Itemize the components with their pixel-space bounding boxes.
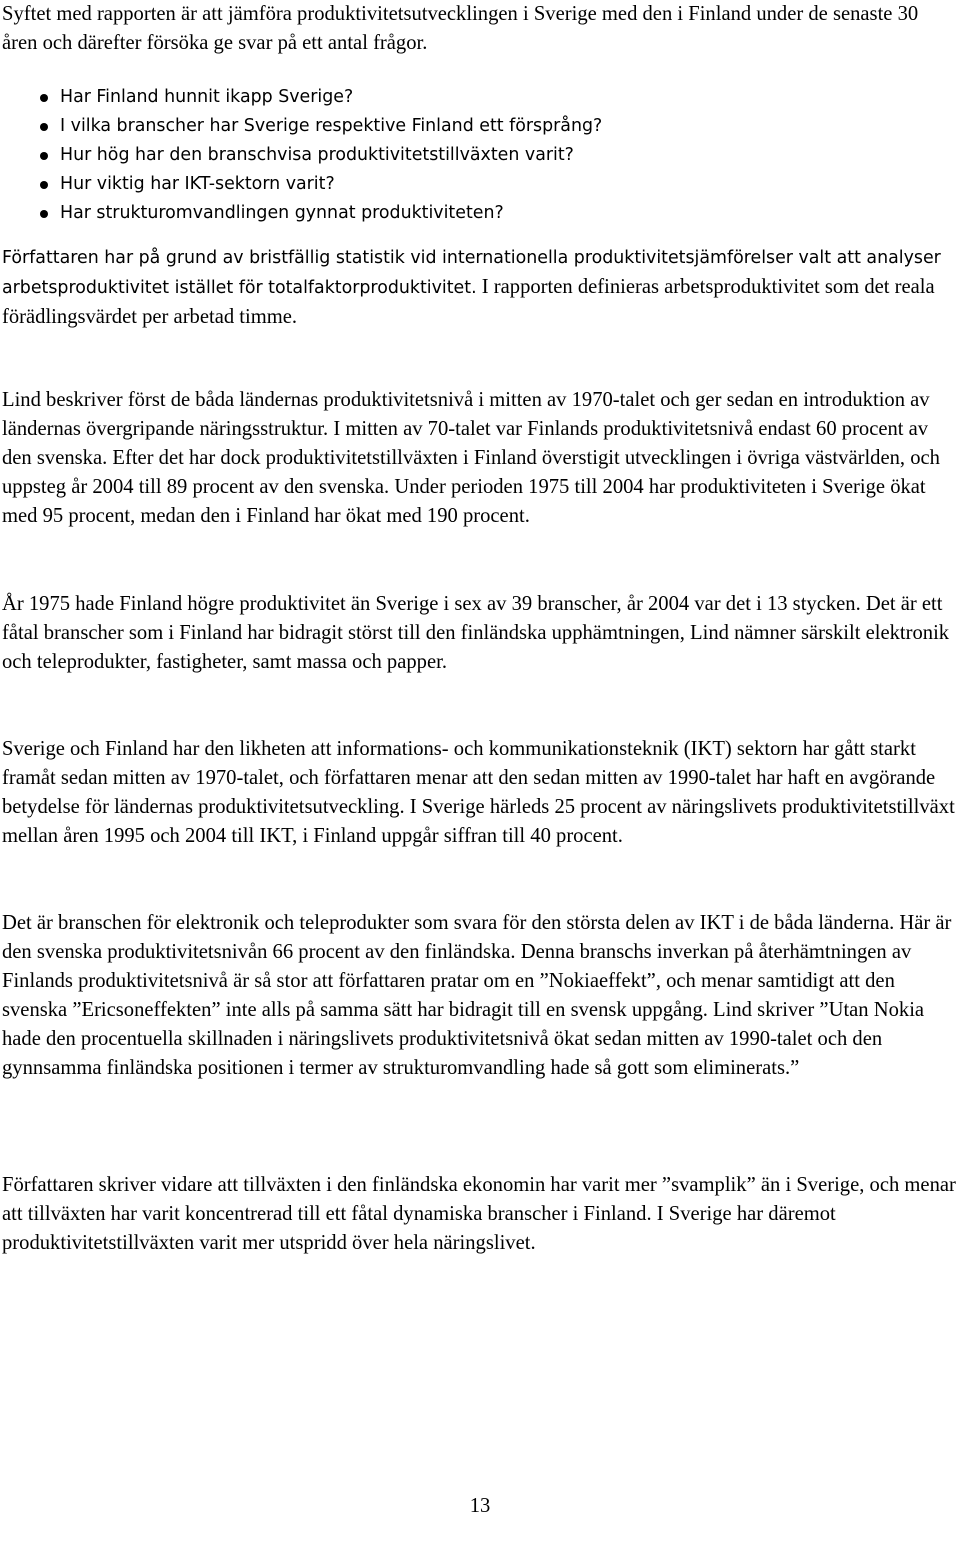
question-text: Har Finland hunnit ikapp Sverige? (60, 87, 354, 107)
bullet-icon (40, 123, 48, 131)
bullet-icon (40, 210, 48, 218)
page-number: 13 (469, 1495, 491, 1517)
method-text: Författaren har på grund av bristfällig statistik vid internationella produktivitetsjämförelser valt att analyser arbetsproduktivitet istället för totalfaktorproduktivitet. (2, 248, 941, 299)
method-text-cont: I rapporten definieras arbetsproduktivitet som det reala förädlingsvärdet per arbetad timme. (2, 276, 935, 329)
bullet-icon (40, 152, 48, 160)
list-item (40, 170, 602, 199)
paragraph-branches: År 1975 hade Finland högre produktivitet än Sverige i sex av 39 branscher, år 2004 var det i 13 stycken. Det är ett fåtal branscher som i Finland har bidragit störst till den finländska upphämtningen, Lind nämner särskilt elektronik och teleprodukter, fastigheter, samt massa och papper. (2, 593, 950, 674)
method-paragraph (2, 243, 957, 332)
question-list (40, 83, 602, 228)
bullet-icon (40, 94, 48, 102)
question-text: Har strukturomvandlingen gynnat produktiviteten? (60, 203, 504, 224)
list-item (40, 83, 602, 112)
intro-paragraph: Syftet med rapporten är att jämföra produktivitetsutvecklingen i Sverige med den i Finland under de senaste 30 åren och därefter försöka ge svar på ett antal frågor. (2, 3, 919, 55)
paragraph-ikt: Sverige och Finland har den likheten att informations- och kommunikationsteknik (IKT) sektorn har gått starkt framåt sedan mitten av 1970-talet, och författaren menar att den sedan mitten av 1990-talet har haft en avgörande betydelse för ländernas produktivitetsutveckling. I Sverige härleds 25 procent av näringslivets produktivitetstillväxt mellan åren 1995 och 2004 till IKT, i Finland uppgår siffran till 40 procent. (2, 738, 955, 848)
list-item (40, 141, 602, 170)
list-item (40, 199, 602, 228)
question-text: Hur viktig har IKT-sektorn varit? (60, 174, 335, 195)
question-text: Hur hög har den branschvisa produktivitetstillväxten varit? (60, 145, 574, 166)
question-text: I vilka branscher har Sverige respektive Finland ett försprång? (60, 116, 603, 137)
paragraph-electronics: Det är branschen för elektronik och teleprodukter som svara för den största delen av IKT i de båda länderna. Här är den svenska produktivitetsnivån 66 procent av den finländska. Denna branschs inverkan på återhämtningen av Finlands produktivitetsnivå är så stor att författaren pratar om en ”Nokiaeffekt”, och menar samtidigt att den svenska ”Ericsoneffekten” inte alls på samma sätt har bidragit till en svensk uppgång. Lind skriver ”Utan Nokia hade den procentuella skillnaden i näringslivets produktivitetsnivå ökat sedan mitten av 1990-talet och den gynnsamma finländska positionen i termer av strukturomvandling hade så gott som eliminerats.” (2, 912, 952, 1080)
list-item (40, 112, 602, 141)
paragraph-growth: Författaren skriver vidare att tillväxten i den finländska ekonomin har varit mer ”svamplik” än i Sverige, och menar att tillväxten har varit koncentrerad till ett fåtal dynamiska branscher i Finland. I Sverige har däremot produktivitetstillväxten varit mer utspridd över hela näringslivet. (2, 1174, 956, 1255)
paragraph-levels: Lind beskriver först de båda ländernas produktivitetsnivå i mitten av 1970-talet och ger sedan en introduktion av ländernas övergripande näringsstruktur. I mitten av 70-talet var Finlands produktivitetsnivå endast 60 procent av den svenska. Efter det har dock produktivitetstillväxten i Finland överstigit utvecklingen i övriga västvärlden, och uppsteg år 2004 till 89 procent av den svenska. Under perioden 1975 till 2004 har produktiviteten i Sverige ökat med 95 procent, medan den i Finland har ökat med 190 procent. (2, 389, 940, 528)
bullet-icon (40, 181, 48, 189)
